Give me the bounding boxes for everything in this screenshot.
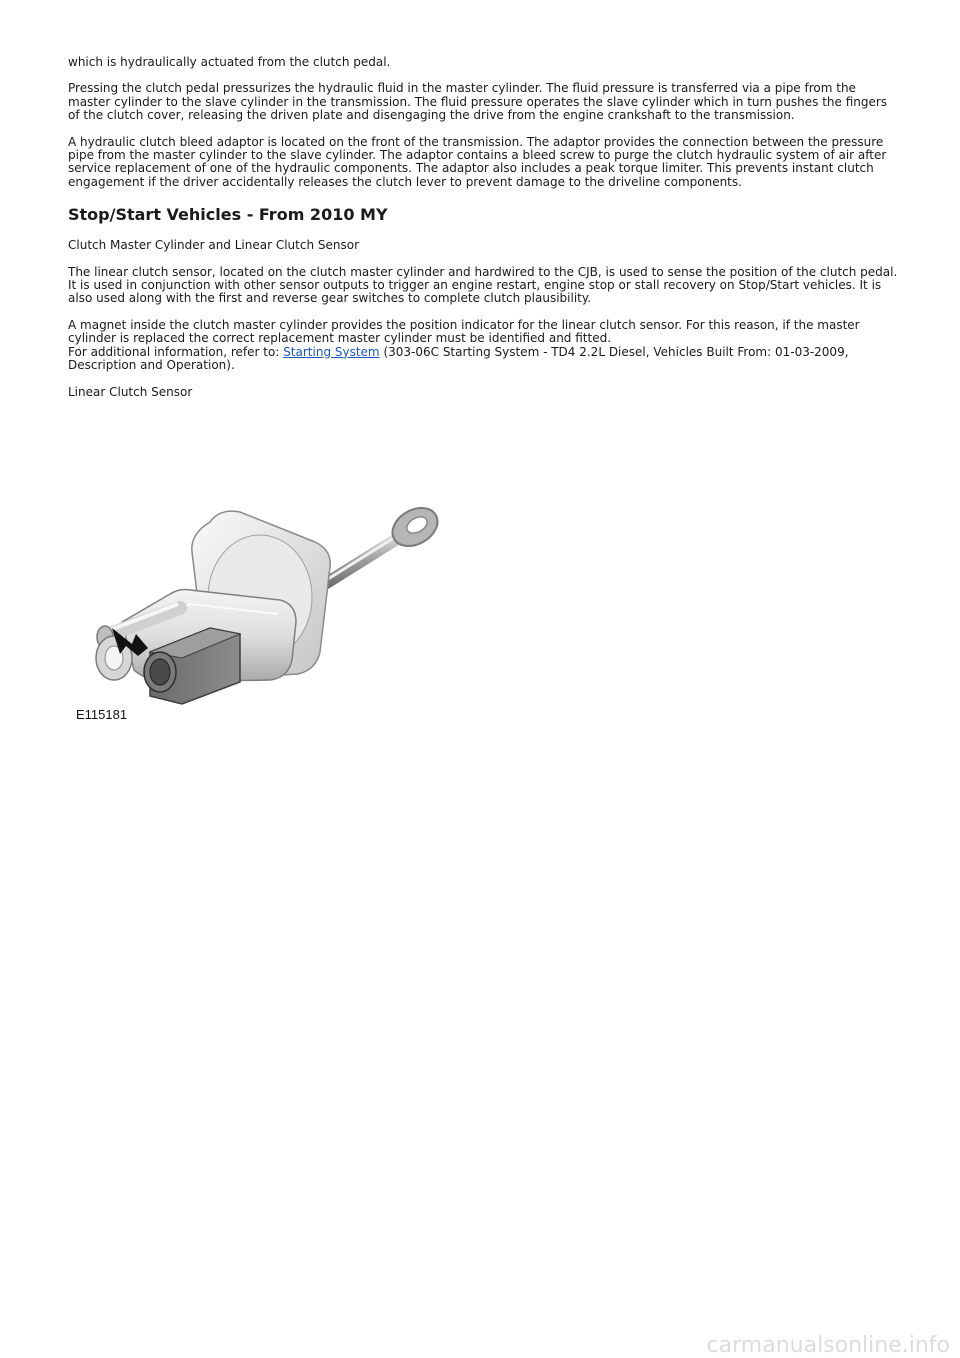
- figure-caption: Linear Clutch Sensor: [68, 384, 193, 399]
- section-subheading: Clutch Master Cylinder and Linear Clutch Sensor: [68, 238, 360, 253]
- paragraph-clutch-operation: Pressing the clutch pedal pressurizes the hydraulic fluid in the master cylinder. The fluid pressure is transferred via a pipe from the master cylinder to the slave cylinder in the transmission. The fluid pressure operates the slave cylinder which in turn pushes the fingers of the clutch cover, releasing the driven plate and disengaging the drive from the engine crankshaft to the transmission.: [68, 81, 888, 123]
- linear-clutch-sensor-illustration: [70, 482, 450, 722]
- section-heading: Stop/Start Vehicles - From 2010 MY: [68, 205, 388, 225]
- reference-suffix: (303-06C Starting System - TD4 2.2L Diesel, Vehicles Built From: 01-03-2009, Description and Operation).: [68, 344, 849, 373]
- reference-prefix: For additional information, refer to:: [68, 344, 284, 359]
- paragraph-intro: which is hydraulically actuated from the clutch pedal.: [68, 55, 391, 69]
- paragraph-reference: [68, 346, 898, 373]
- figure-id-label: E115181: [76, 707, 128, 722]
- document-body: [68, 56, 898, 412]
- paragraph-bleed-adaptor: A hydraulic clutch bleed adaptor is located on the front of the transmission. The adaptor provides the connection between the pressure pipe from the master cylinder to the slave cylinder. The adaptor contains a bleed screw to purge the clutch hydraulic system of air after service replacement of one of the hydraulic components. The adaptor also includes a peak torque limiter. This prevents instant clutch engagement if the driver accidentally releases the clutch lever to prevent damage to the driveline components.: [68, 134, 887, 189]
- starting-system-link[interactable]: Starting System: [283, 344, 380, 359]
- paragraph-magnet: A magnet inside the clutch master cylinder provides the position indicator for the linear clutch sensor. For this reason, if the master cylinder is replaced the correct replacement master cylinder must be identified and fitted.: [68, 317, 860, 346]
- paragraph-linear-sensor: The linear clutch sensor, located on the clutch master cylinder and hardwired to the CJB, is used to sense the position of the clutch pedal. It is used in conjunction with other sensor outputs to trigger an engine restart, engine stop or stall recovery on Stop/Start vehicles. It is also used along with the first and reverse gear switches to complete clutch plausibility.: [68, 264, 898, 306]
- watermark-text: carmanualsonline.info: [706, 1332, 950, 1358]
